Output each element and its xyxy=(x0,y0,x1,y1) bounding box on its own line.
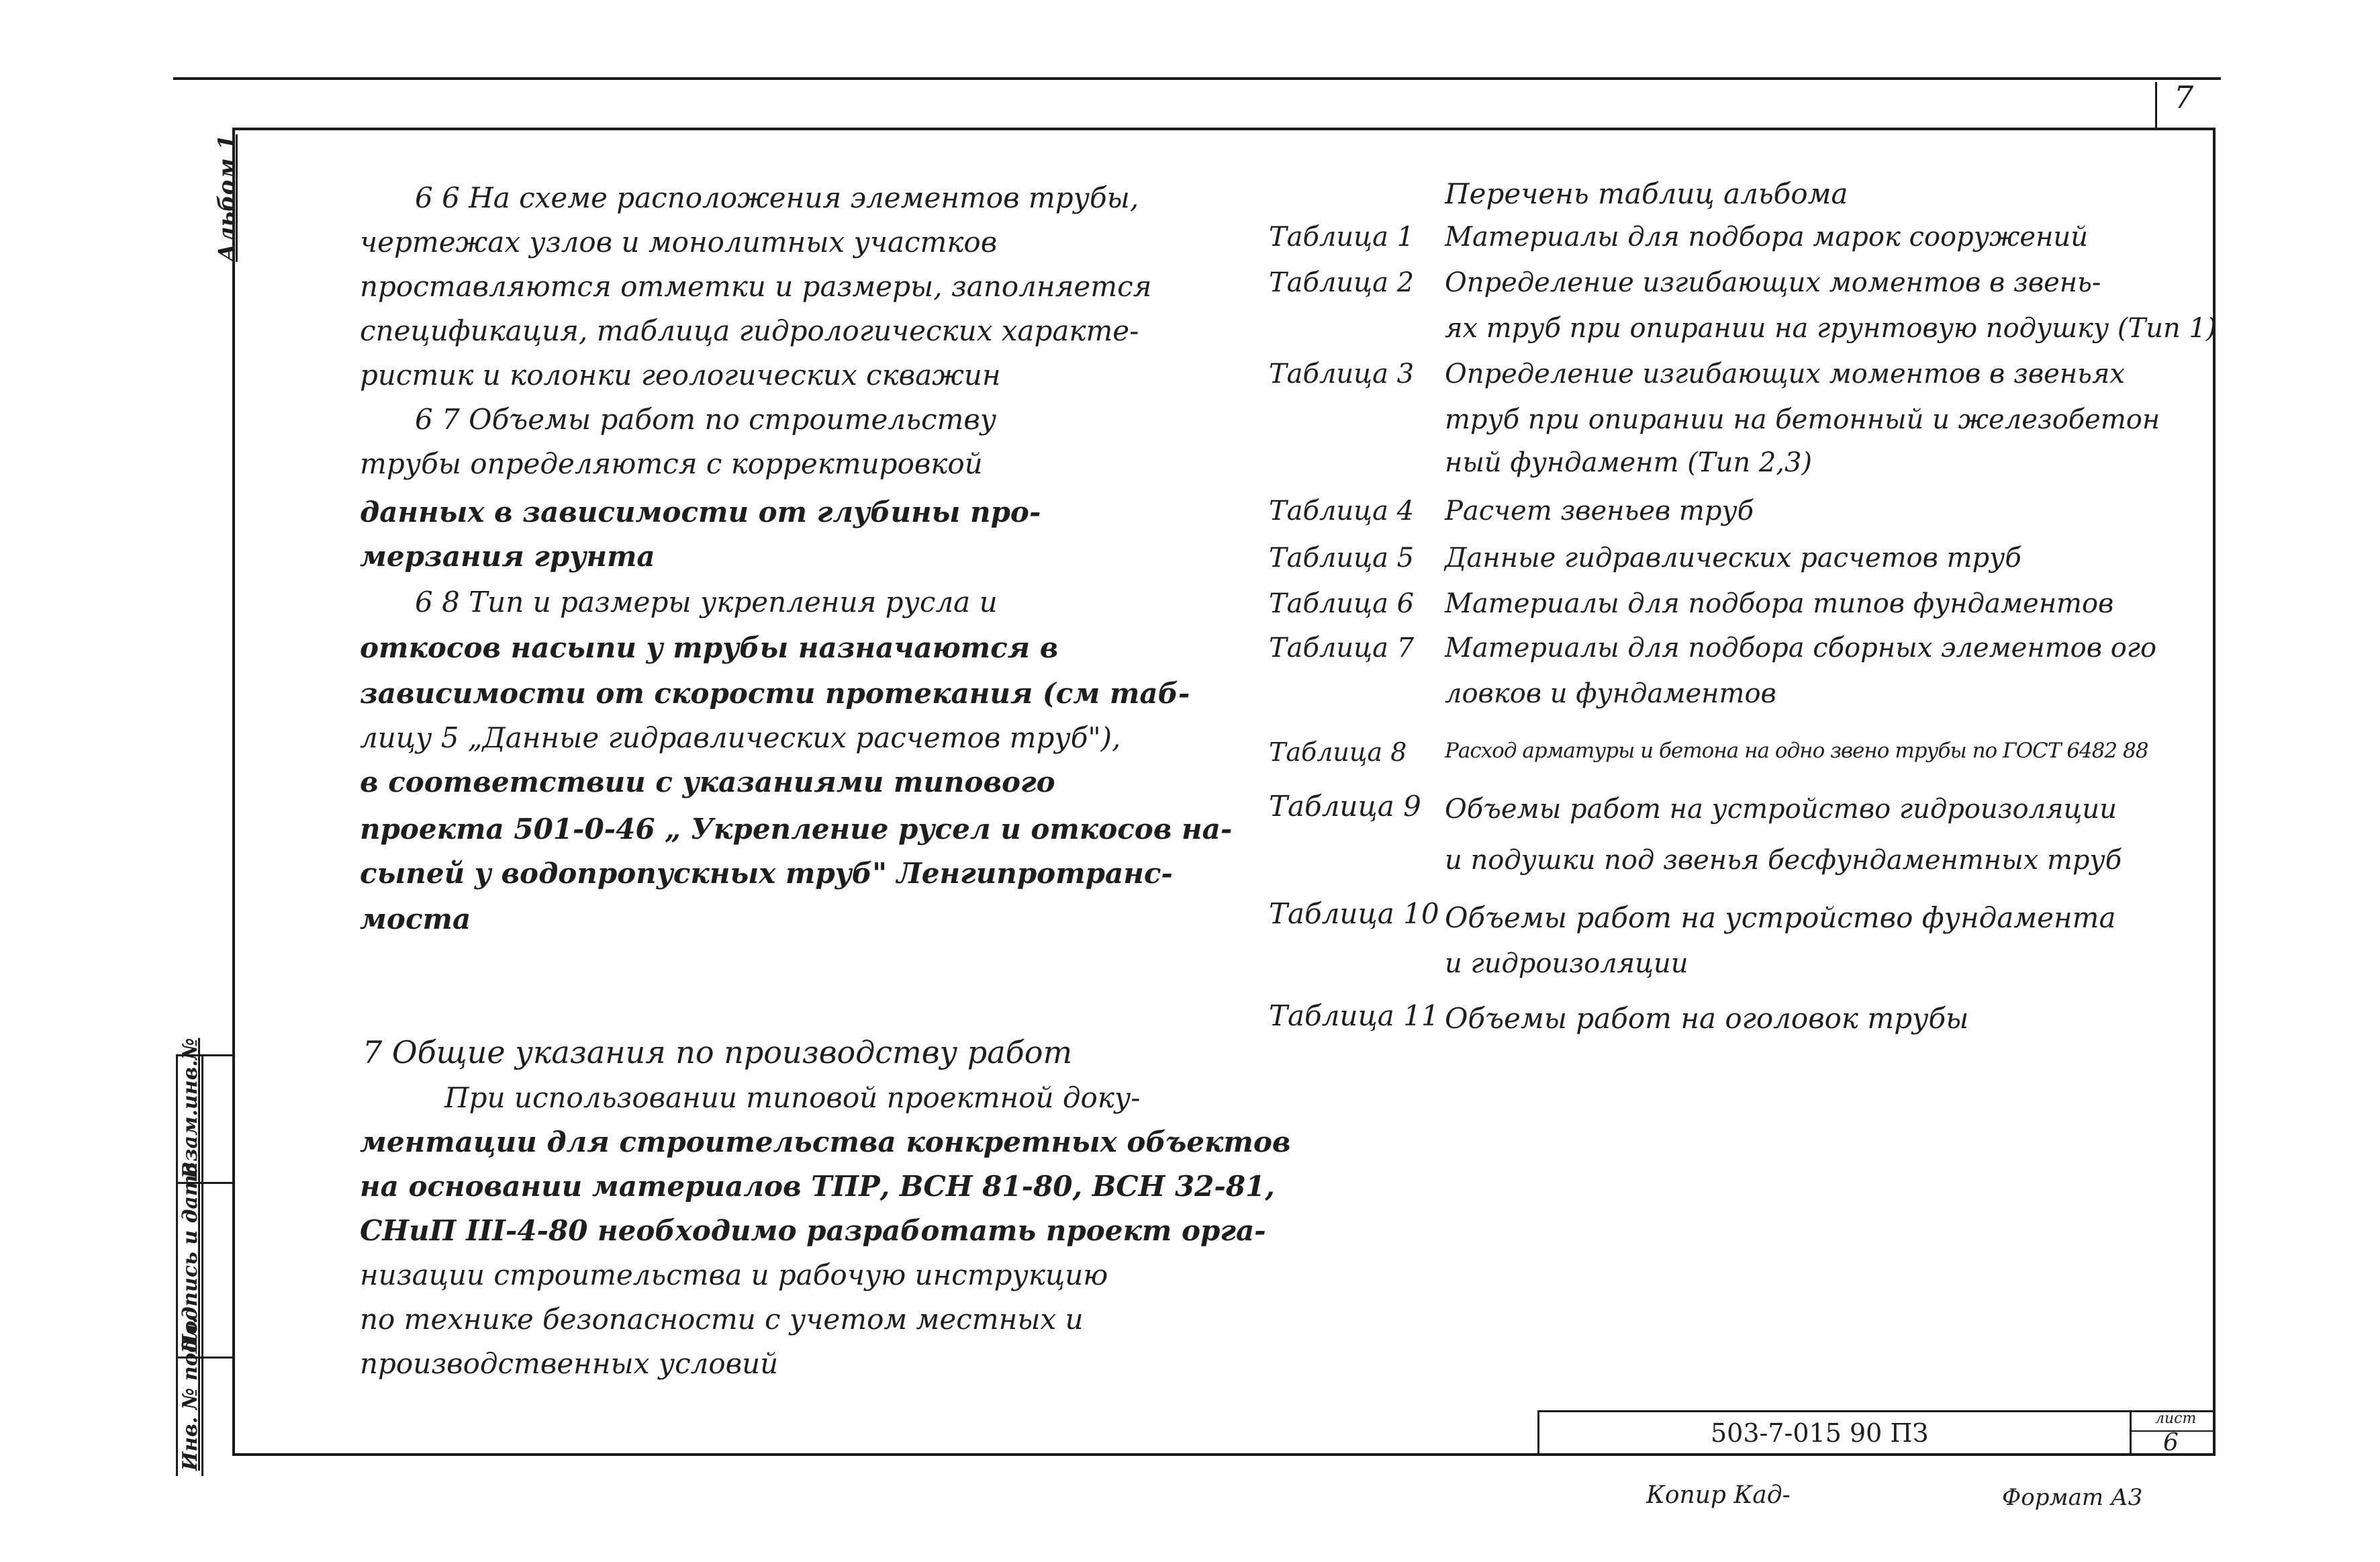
table-desc: Расход арматуры и бетона на одно звено трубы по ГОСТ 6482 88 xyxy=(1445,739,2148,763)
left-line: ристик и колонки геологических скважин xyxy=(360,359,1001,392)
left-line: проекта 501-0-46 „ Укрепление русел и откосов на- xyxy=(360,813,1233,845)
frame-bottom xyxy=(232,1453,2216,1456)
section-7-line: по технике безопасности с учетом местных и xyxy=(360,1303,1084,1336)
table-label: Таблица 4 xyxy=(1269,496,1415,526)
left-line: 6 7 Объемы работ по строительству xyxy=(415,403,997,436)
left-line: в соответствии с указаниями типового xyxy=(360,766,1055,798)
left-line: трубы определяются с корректировкой xyxy=(360,447,983,480)
table-label: Таблица 1 xyxy=(1269,222,1415,252)
sheet-corner-number: 7 xyxy=(2174,79,2194,116)
table-label: Таблица 5 xyxy=(1269,543,1415,573)
table-desc: и подушки под звенья бесфундаментных труб xyxy=(1445,845,2122,876)
frame-left xyxy=(232,128,235,1456)
left-line: моста xyxy=(360,903,471,935)
section-7-line: СНиП III-4-80 необходимо разработать проект орга- xyxy=(360,1214,1266,1247)
table-label: Таблица 7 xyxy=(1269,633,1415,663)
left-line: откосов насыпи у трубы назначаются в xyxy=(360,631,1059,664)
side-cell-inv: Инв. № подл. xyxy=(179,1317,202,1471)
sheet-label: лист xyxy=(2155,1410,2197,1427)
left-line: сыпей у водопропускных труб" Ленгипротранс- xyxy=(360,857,1173,890)
stamp-sheet-divider xyxy=(2130,1410,2132,1455)
section-7-line: ментации для строительства конкретных объектов xyxy=(360,1125,1291,1158)
document-code: 503-7-015 90 ПЗ xyxy=(1711,1418,1929,1448)
corner-divider xyxy=(2155,82,2157,128)
table-desc: Материалы для подбора марок сооружений xyxy=(1445,222,2088,252)
album-label: Альбом 1 xyxy=(213,134,240,262)
stamp-top xyxy=(1537,1410,2216,1412)
left-line: лицу 5 „Данные гидравлических расчетов труб"), xyxy=(360,721,1121,754)
left-line: чертежах узлов и монолитных участков xyxy=(360,226,998,259)
table-label: Таблица 9 xyxy=(1269,790,1421,823)
left-line: данных в зависимости от глубины про- xyxy=(360,496,1041,529)
table-label: Таблица 2 xyxy=(1269,267,1415,298)
stamp-left xyxy=(1537,1410,1539,1455)
table-label: Таблица 8 xyxy=(1269,737,1407,767)
table-desc: Объемы работ на оголовок трубы xyxy=(1445,1002,1969,1035)
tables-list-title: Перечень таблиц альбома xyxy=(1445,177,1848,210)
table-desc: Расчет звеньев труб xyxy=(1445,496,1754,526)
section-7-line: При использовании типовой проектной доку- xyxy=(444,1081,1141,1114)
left-line: зависимости от скорости протекания (см таб- xyxy=(360,677,1190,710)
table-label: Таблица 10 xyxy=(1269,897,1439,930)
side-cell-sign: Подпись и дата xyxy=(179,1161,202,1353)
left-line: спецификация, таблица гидрологических характе- xyxy=(360,314,1139,347)
left-line: мерзания грунта xyxy=(360,540,655,573)
table-desc: Определение изгибающих моментов в звеньях xyxy=(1445,359,2125,389)
left-line: 6 8 Тип и размеры укрепления русла и xyxy=(415,586,998,618)
table-label: Таблица 11 xyxy=(1269,999,1439,1032)
frame-top xyxy=(232,128,2216,130)
table-desc: Материалы для подбора типов фундаментов xyxy=(1445,588,2114,619)
top-rule xyxy=(173,77,2221,80)
side-stamp-border-left xyxy=(176,1054,178,1476)
table-desc: Определение изгибающих моментов в звень- xyxy=(1445,267,2101,298)
table-desc: Объемы работ на устройство гидроизоляции xyxy=(1445,794,2117,825)
table-desc: и гидроизоляции xyxy=(1445,948,1688,979)
section-7-line: производственных условий xyxy=(360,1347,779,1380)
sheet-format: Формат А3 xyxy=(2002,1484,2143,1511)
section-7-line: на основании материалов ТПР, ВСН 81-80, ВСН 32-81, xyxy=(360,1170,1275,1203)
left-line: 6 6 На схеме расположения элементов трубы, xyxy=(415,181,1139,214)
table-desc: Данные гидравлических расчетов труб xyxy=(1445,543,2021,573)
table-desc: ях труб при опирании на грунтовую подушку (Тип 1) xyxy=(1445,313,2217,344)
table-desc: труб при опирании на бетонный и железобетон xyxy=(1445,404,2160,435)
section-7-line: низации строительства и рабочую инструкцию xyxy=(360,1258,1108,1291)
sheet-number: 6 xyxy=(2163,1429,2179,1457)
table-label: Таблица 6 xyxy=(1269,588,1415,619)
side-cell-replace: Взам.инв.№ xyxy=(179,1038,202,1179)
copied-by: Копир Кад- xyxy=(1646,1481,1791,1509)
table-label: Таблица 3 xyxy=(1269,359,1415,389)
section-7-title: 7 Общие указания по производству работ xyxy=(363,1034,1073,1070)
table-desc: ный фундамент (Тип 2,3) xyxy=(1445,447,1813,478)
table-desc: Материалы для подбора сборных элементов ого xyxy=(1445,633,2157,663)
table-desc: ловков и фундаментов xyxy=(1445,678,1776,709)
table-desc: Объемы работ на устройство фундамента xyxy=(1445,901,2116,934)
left-line: проставляются отметки и размеры, заполняется xyxy=(360,270,1152,303)
